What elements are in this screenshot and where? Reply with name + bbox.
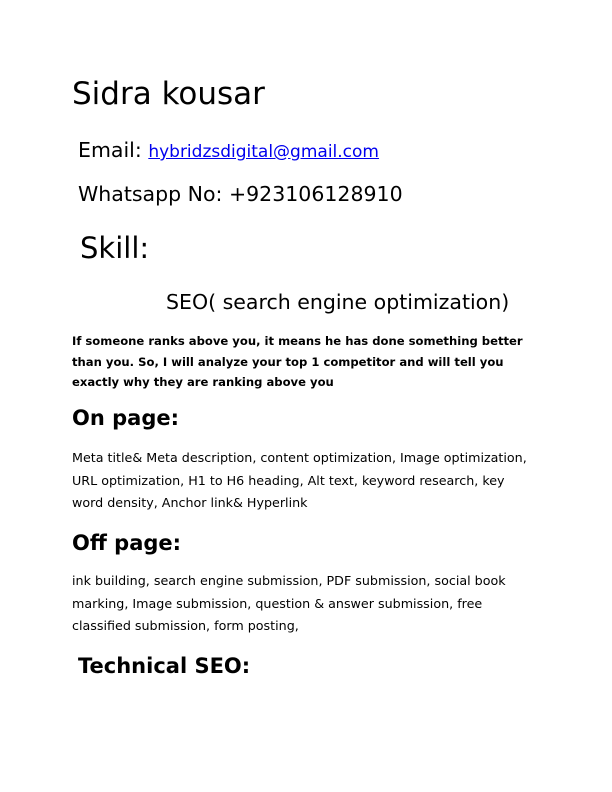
skill-title: SEO( search engine optimization): [166, 290, 510, 314]
technical-seo-heading: Technical SEO:: [78, 654, 251, 678]
off-page-paragraph: ink building, search engine submission, PDF submission, social book marking, Image submission, question & answer submission, free classified submission, form posting,: [72, 573, 506, 633]
email-link[interactable]: hybridzsdigital@gmail.com: [148, 142, 379, 162]
off-page-heading: Off page:: [72, 531, 182, 555]
whatsapp-line: Whatsapp No: +923106128910: [78, 182, 403, 206]
email-label: Email:: [78, 138, 149, 162]
email-line: [78, 137, 379, 165]
on-page-paragraph: Meta title& Meta description, content optimization, Image optimization, URL optimization, H1 to H6 heading, Alt text, keyword research, key word density, Anchor link& Hyperlink: [72, 450, 527, 510]
candidate-name: Sidra kousar: [72, 76, 265, 112]
on-page-heading: On page:: [72, 406, 179, 430]
skill-heading: Skill:: [80, 231, 150, 265]
intro-paragraph: If someone ranks above you, it means he has done something better than you. So, I will analyze your top 1 competitor and will tell you exactly why they are ranking above you: [72, 334, 523, 389]
